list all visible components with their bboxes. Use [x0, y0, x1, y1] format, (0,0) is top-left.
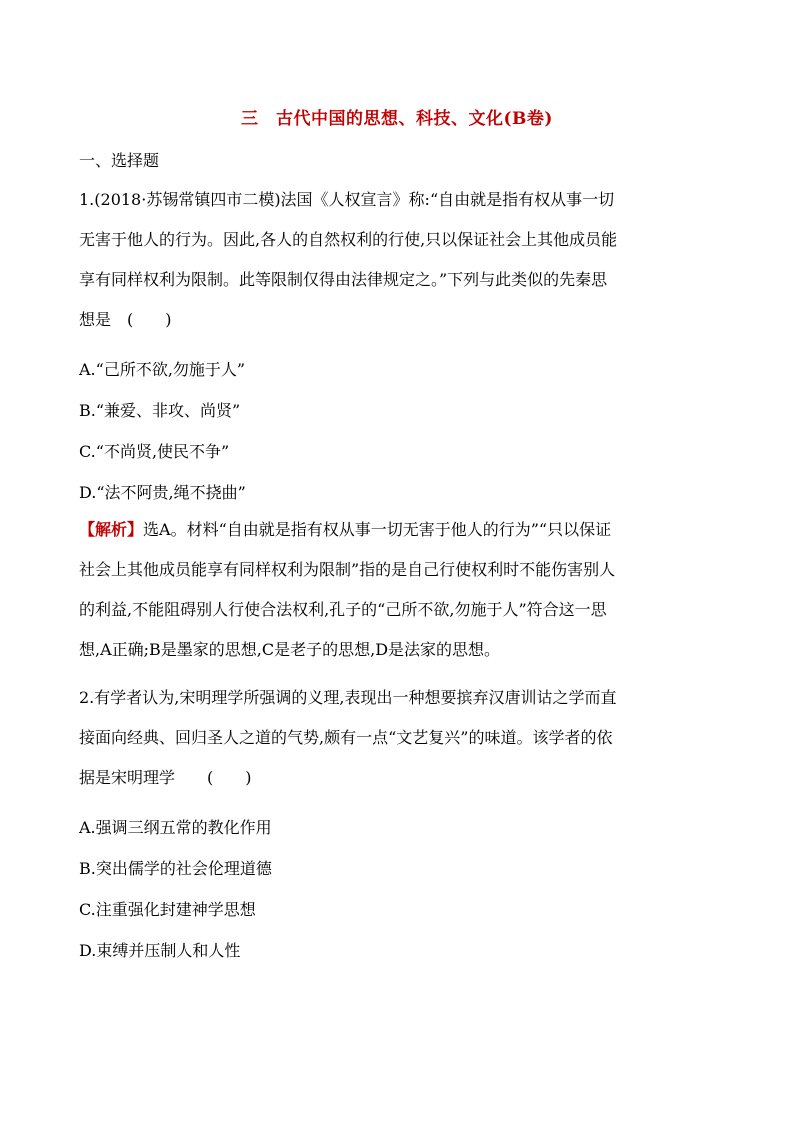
- question-2-line: 据是宋明理学 ( ): [79, 768, 252, 787]
- question-2-option-b: B.突出儒学的社会伦理道德: [79, 859, 272, 878]
- question-2-stem: [79, 678, 719, 798]
- question-1-option-b: B.“兼爱、非攻、尚贤”: [79, 401, 241, 420]
- analysis-line: 的利益,不能阻碍别人行使合法权利,孔子的“己所不欲,勿施于人”符合这一思: [79, 600, 607, 619]
- question-1-line: 1.(2018·苏锡常镇四市二模)法国《人权宣言》称:“自由就是指有权从事一切: [79, 190, 615, 209]
- question-1-option-c: C.“不尚贤,使民不争”: [79, 442, 230, 461]
- question-2-option-d: D.束缚并压制人和人性: [79, 941, 241, 960]
- question-2-option-a: A.强调三纲五常的教化作用: [79, 818, 272, 837]
- analysis-line: 社会上其他成员能享有同样权利为限制”指的是自己行使权利时不能伤害别人: [79, 560, 616, 579]
- question-2-option-c: C.注重强化封建神学思想: [79, 900, 256, 919]
- question-1-stem: [79, 180, 719, 340]
- page-title: 三 古代中国的思想、科技、文化(B卷): [241, 109, 553, 129]
- question-1-line: 无害于他人的行为。因此,各人的自然权利的行使,只以保证社会上其他成员能: [79, 230, 618, 249]
- analysis-tag: 【解析】: [79, 520, 144, 539]
- question-1-analysis: [79, 510, 729, 670]
- analysis-line: 选A。材料“自由就是指有权从事一切无害于他人的行为”“只以保证: [143, 520, 612, 539]
- question-1-line: 享有同样权利为限制。此等限制仅得由法律规定之。”下列与此类似的先秦思: [79, 270, 608, 289]
- question-2-line: 接面向经典、回归圣人之道的气势,颇有一点“文艺复兴”的味道。该学者的依: [79, 728, 613, 747]
- question-1-line: 想是 ( ): [79, 310, 172, 329]
- analysis-line: 想,A正确;B是墨家的思想,C是老子的思想,D是法家的思想。: [79, 640, 501, 659]
- section-heading: 一、选择题: [79, 151, 160, 170]
- question-1-option-d: D.“法不阿贵,绳不挠曲”: [79, 483, 246, 502]
- question-2-line: 2.有学者认为,宋明理学所强调的义理,表现出一种想要摈弃汉唐训诂之学而直: [79, 688, 617, 707]
- question-1-option-a: A.“己所不欲,勿施于人”: [79, 360, 246, 379]
